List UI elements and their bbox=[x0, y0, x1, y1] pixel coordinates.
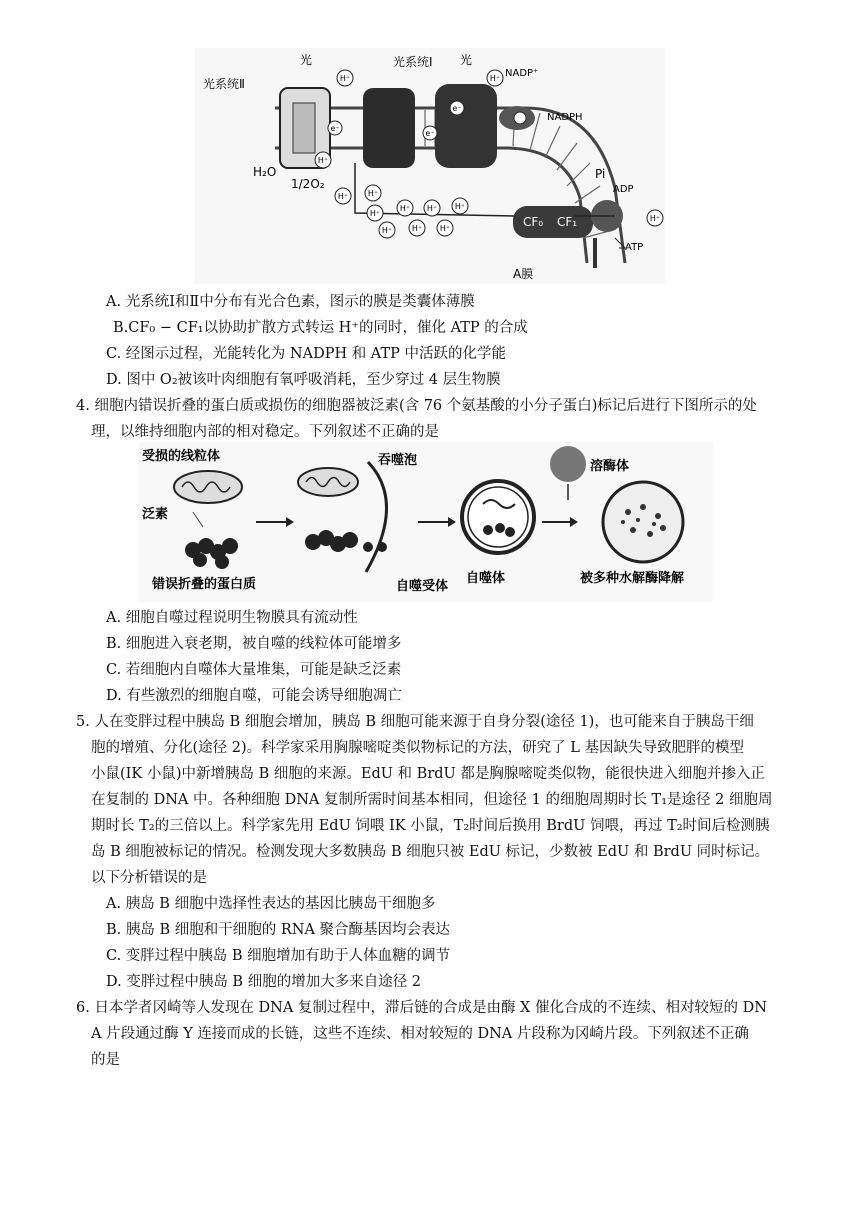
pi-label: Pi bbox=[595, 167, 606, 181]
lysosome-label: 溶酶体 bbox=[590, 459, 630, 474]
degrade-label: 被多种水解酶降解 bbox=[580, 571, 685, 586]
h-label: H⁺ bbox=[339, 74, 351, 83]
nadph-label: NADPH bbox=[547, 112, 583, 123]
membrane-label: A膜 bbox=[513, 267, 534, 281]
q5-stem-line4: 在复制的 DNA 中。各种细胞 DNA 复制所需时间基本相同，但途径 1 的细胞周期时长 T₁是途径 2 细胞周 bbox=[91, 792, 773, 808]
h-label: H⁺ bbox=[337, 192, 349, 201]
q5-stem-line1: 5. 人在变胖过程中胰岛 B 细胞会增加，胰岛 B 细胞可能来源于自身分裂(途径 1)，也可能来自于胰岛干细 bbox=[76, 714, 754, 730]
h-label: H⁺ bbox=[369, 209, 381, 218]
q4-stem-line1: 4. 细胞内错误折叠的蛋白质或损伤的细胞器被泛素(含 76 个氨基酸的小分子蛋白)标记后进行下图所示的处 bbox=[76, 398, 757, 414]
q3-option-c: C. 经图示过程，光能转化为 NADPH 和 ATP 中活跃的化学能 bbox=[106, 346, 507, 362]
light-label: 光 bbox=[300, 53, 313, 67]
q5-stem-line3: 小鼠(IK 小鼠)中新增胰岛 B 细胞的来源。EdU 和 BrdU 都是胸腺嘧啶类似物，能很快进入细胞并掺入正 bbox=[91, 766, 765, 782]
cf0-label: CF₀ bbox=[523, 215, 544, 229]
q4-option-d: D. 有些激烈的细胞自噬，可能会诱导细胞凋亡 bbox=[106, 688, 402, 704]
e-label: e⁻ bbox=[452, 104, 462, 113]
q3-option-a: A. 光系统Ⅰ和Ⅱ中分布有光合色素，图示的膜是类囊体薄膜 bbox=[106, 294, 475, 310]
q6-stem-line1: 6. 日本学者冈崎等人发现在 DNA 复制过程中，滞后链的合成是由酶 X 催化合成的不连续、相对较短的 DN bbox=[76, 1000, 767, 1016]
q5-stem-line2: 胞的增殖、分化(途径 2)。科学家采用胸腺嘧啶类似物标记的方法，研究了 L 基因缺失导致肥胖的模型 bbox=[91, 740, 744, 756]
e-label: e⁻ bbox=[330, 124, 340, 133]
h-label: H⁺ bbox=[317, 156, 329, 165]
q5-option-c: C. 变胖过程中胰岛 B 细胞增加有助于人体血糖的调节 bbox=[106, 948, 451, 964]
e-label: e⁻ bbox=[425, 129, 435, 138]
light-label: 光 bbox=[460, 53, 473, 67]
h-label: H⁺ bbox=[381, 226, 393, 235]
autophagosome-label: 自噬体 bbox=[466, 571, 506, 586]
mito-label: 受损的线粒体 bbox=[142, 449, 221, 464]
h-label: H⁺ bbox=[649, 214, 661, 223]
autophagy-diagram bbox=[138, 442, 713, 602]
cf1-label: CF₁ bbox=[557, 215, 578, 229]
q6-stem-line2: A 片段通过酶 Y 连接而成的长链，这些不连续、相对较短的 DNA 片段称为冈崎片段。下列叙述不正确 bbox=[91, 1026, 749, 1042]
q5-stem-line7: 以下分析错误的是 bbox=[91, 870, 207, 886]
q4-option-c: C. 若细胞内自噬体大量堆集，可能是缺乏泛素 bbox=[106, 662, 402, 678]
q5-stem-line5: 期时长 T₂的三倍以上。科学家先用 EdU 饲喂 IK 小鼠，T₂时间后换用 BrdU 饲喂，再过 T₂时间后检测胰 bbox=[91, 818, 770, 834]
h-label: H⁺ bbox=[411, 224, 423, 233]
q3-option-d: D. 图中 O₂被该叶肉细胞有氧呼吸消耗，至少穿过 4 层生物膜 bbox=[106, 372, 501, 388]
ps1-label: 光系统Ⅰ bbox=[393, 55, 433, 69]
q4-option-b: B. 细胞进入衰老期，被自噬的线粒体可能增多 bbox=[106, 636, 402, 652]
q6-stem-line3: 的是 bbox=[91, 1052, 120, 1068]
misfold-label: 错误折叠的蛋白质 bbox=[152, 577, 257, 592]
h-label: H⁺ bbox=[454, 202, 466, 211]
q4-stem-line2: 理，以维持细胞内部的相对稳定。下列叙述不正确的是 bbox=[91, 424, 439, 440]
adp-label: ADP bbox=[613, 184, 634, 195]
photosynthesis-diagram bbox=[195, 48, 665, 284]
nadp-label: NADP⁺ bbox=[505, 68, 539, 79]
q5-option-a: A. 胰岛 B 细胞中选择性表达的基因比胰岛干细胞多 bbox=[106, 896, 436, 912]
h-label: H⁺ bbox=[399, 204, 411, 213]
q3-option-b: B.CF₀ − CF₁以协助扩散方式转运 H⁺的同时，催化 ATP 的合成 bbox=[113, 320, 528, 336]
q4-option-a: A. 细胞自噬过程说明生物膜具有流动性 bbox=[106, 610, 358, 626]
atp-label: ATP bbox=[625, 242, 644, 253]
h2o-label: H₂O bbox=[253, 165, 277, 179]
ps2-label: 光系统Ⅱ bbox=[203, 77, 245, 91]
q5-option-d: D. 变胖过程中胰岛 B 细胞的增加大多来自途径 2 bbox=[106, 974, 422, 990]
h-label: H⁺ bbox=[426, 204, 438, 213]
q5-stem-line6: 岛 B 细胞被标记的情况。检测发现大多数胰岛 B 细胞只被 EdU 标记，少数被 EdU 和 BrdU 同时标记。 bbox=[91, 844, 770, 860]
o2-label: 1/2O₂ bbox=[291, 177, 325, 191]
q5-option-b: B. 胰岛 B 细胞和干细胞的 RNA 聚合酶基因均会表达 bbox=[106, 922, 451, 938]
h-label: H⁺ bbox=[367, 189, 379, 198]
receptor-label: 自噬受体 bbox=[396, 579, 449, 594]
ubiquitin-label: 泛素 bbox=[142, 507, 169, 522]
h-label: H⁺ bbox=[439, 224, 451, 233]
phagophore-label: 吞噬泡 bbox=[378, 453, 418, 468]
h-label: H⁺ bbox=[489, 74, 501, 83]
